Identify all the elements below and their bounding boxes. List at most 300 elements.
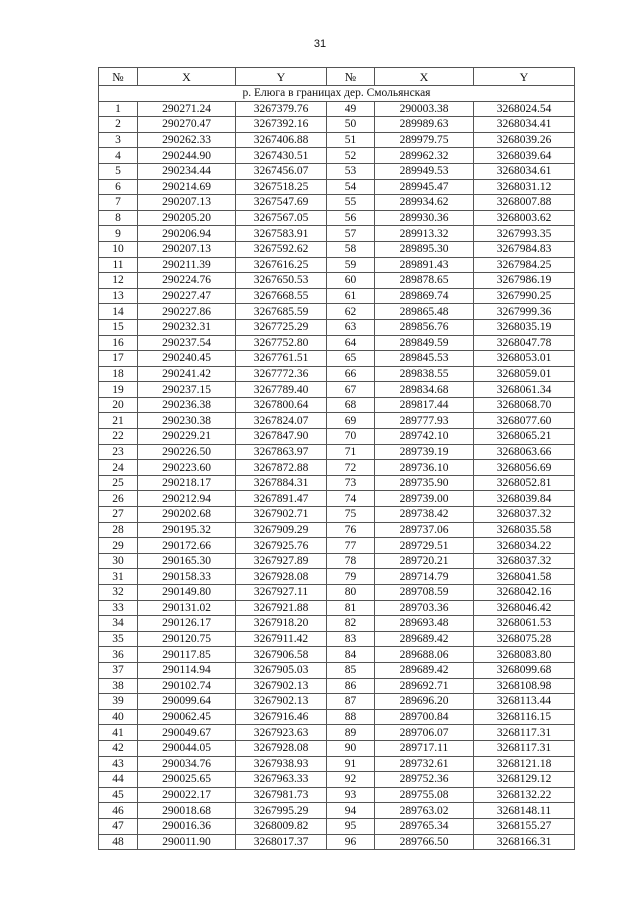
x-coordinate-right: 289878.65 — [375, 273, 474, 289]
x-coordinate-left: 290099.64 — [138, 694, 236, 710]
x-coordinate-left: 290227.86 — [138, 304, 236, 320]
y-coordinate-left: 3267592.62 — [236, 241, 327, 257]
x-coordinate-left: 290195.32 — [138, 522, 236, 538]
point-number-left: 48 — [99, 834, 138, 850]
point-number-right: 53 — [327, 163, 375, 179]
table-row — [99, 148, 575, 164]
header-number-right: № — [327, 68, 375, 86]
x-coordinate-left: 290218.17 — [138, 475, 236, 491]
y-coordinate-right: 3268056.69 — [474, 460, 575, 476]
point-number-right: 71 — [327, 444, 375, 460]
table-row — [99, 117, 575, 133]
y-coordinate-left: 3267909.29 — [236, 522, 327, 538]
y-coordinate-left: 3268017.37 — [236, 834, 327, 850]
x-coordinate-right: 289838.55 — [375, 366, 474, 382]
y-coordinate-left: 3267927.11 — [236, 585, 327, 601]
y-coordinate-right: 3268035.58 — [474, 522, 575, 538]
x-coordinate-left: 290224.76 — [138, 273, 236, 289]
point-number-right: 49 — [327, 101, 375, 117]
point-number-left: 37 — [99, 662, 138, 678]
y-coordinate-left: 3267800.64 — [236, 397, 327, 413]
section-title: р. Елюга в границах дер. Смольянская — [99, 86, 575, 102]
x-coordinate-left: 290205.20 — [138, 210, 236, 226]
point-number-right: 88 — [327, 709, 375, 725]
y-coordinate-left: 3267981.73 — [236, 787, 327, 803]
point-number-left: 46 — [99, 803, 138, 819]
y-coordinate-right: 3267984.25 — [474, 257, 575, 273]
table-row — [99, 273, 575, 289]
x-coordinate-right: 289729.51 — [375, 538, 474, 554]
point-number-left: 40 — [99, 709, 138, 725]
table-row — [99, 600, 575, 616]
y-coordinate-left: 3267918.20 — [236, 616, 327, 632]
table-row — [99, 647, 575, 663]
x-coordinate-left: 290271.24 — [138, 101, 236, 117]
point-number-left: 21 — [99, 413, 138, 429]
point-number-left: 33 — [99, 600, 138, 616]
x-coordinate-right: 289706.07 — [375, 725, 474, 741]
table-row — [99, 195, 575, 211]
x-coordinate-right: 289700.84 — [375, 709, 474, 725]
point-number-left: 42 — [99, 740, 138, 756]
table-row — [99, 834, 575, 850]
point-number-right: 95 — [327, 818, 375, 834]
point-number-left: 2 — [99, 117, 138, 133]
x-coordinate-right: 289735.90 — [375, 475, 474, 491]
y-coordinate-left: 3267567.05 — [236, 210, 327, 226]
point-number-left: 43 — [99, 756, 138, 772]
x-coordinate-right: 289817.44 — [375, 397, 474, 413]
x-coordinate-right: 289979.75 — [375, 132, 474, 148]
point-number-right: 63 — [327, 319, 375, 335]
table-row — [99, 662, 575, 678]
y-coordinate-right: 3268117.31 — [474, 725, 575, 741]
point-number-right: 74 — [327, 491, 375, 507]
point-number-right: 66 — [327, 366, 375, 382]
x-coordinate-right: 289689.42 — [375, 662, 474, 678]
y-coordinate-right: 3268061.53 — [474, 616, 575, 632]
y-coordinate-left: 3267824.07 — [236, 413, 327, 429]
point-number-right: 85 — [327, 662, 375, 678]
y-coordinate-right: 3268037.32 — [474, 507, 575, 523]
point-number-right: 51 — [327, 132, 375, 148]
point-number-left: 9 — [99, 226, 138, 242]
x-coordinate-left: 290227.47 — [138, 288, 236, 304]
point-number-left: 5 — [99, 163, 138, 179]
y-coordinate-left: 3267916.46 — [236, 709, 327, 725]
y-coordinate-left: 3267616.25 — [236, 257, 327, 273]
table-row — [99, 522, 575, 538]
y-coordinate-left: 3267925.76 — [236, 538, 327, 554]
header-y-right: Y — [474, 68, 575, 86]
point-number-right: 78 — [327, 553, 375, 569]
x-coordinate-left: 290114.94 — [138, 662, 236, 678]
x-coordinate-left: 290022.17 — [138, 787, 236, 803]
x-coordinate-left: 290165.30 — [138, 553, 236, 569]
x-coordinate-left: 290207.13 — [138, 195, 236, 211]
table-row — [99, 335, 575, 351]
x-coordinate-left: 290117.85 — [138, 647, 236, 663]
x-coordinate-left: 290230.38 — [138, 413, 236, 429]
y-coordinate-right: 3268031.12 — [474, 179, 575, 195]
point-number-left: 22 — [99, 429, 138, 445]
y-coordinate-right: 3268039.26 — [474, 132, 575, 148]
point-number-left: 47 — [99, 818, 138, 834]
point-number-left: 13 — [99, 288, 138, 304]
point-number-left: 16 — [99, 335, 138, 351]
point-number-right: 70 — [327, 429, 375, 445]
y-coordinate-left: 3267725.29 — [236, 319, 327, 335]
y-coordinate-right: 3267993.35 — [474, 226, 575, 242]
table-row — [99, 101, 575, 117]
point-number-left: 34 — [99, 616, 138, 632]
point-number-right: 67 — [327, 382, 375, 398]
x-coordinate-right: 289738.42 — [375, 507, 474, 523]
y-coordinate-left: 3267938.93 — [236, 756, 327, 772]
x-coordinate-left: 290241.42 — [138, 366, 236, 382]
point-number-right: 76 — [327, 522, 375, 538]
point-number-right: 80 — [327, 585, 375, 601]
point-number-right: 72 — [327, 460, 375, 476]
x-coordinate-left: 290158.33 — [138, 569, 236, 585]
x-coordinate-right: 289696.20 — [375, 694, 474, 710]
point-number-left: 18 — [99, 366, 138, 382]
table-row — [99, 585, 575, 601]
y-coordinate-left: 3267911.42 — [236, 631, 327, 647]
x-coordinate-left: 290018.68 — [138, 803, 236, 819]
point-number-right: 87 — [327, 694, 375, 710]
y-coordinate-right: 3268061.34 — [474, 382, 575, 398]
point-number-left: 45 — [99, 787, 138, 803]
table-row — [99, 382, 575, 398]
y-coordinate-right: 3268083.80 — [474, 647, 575, 663]
point-number-left: 4 — [99, 148, 138, 164]
x-coordinate-left: 290234.44 — [138, 163, 236, 179]
x-coordinate-right: 289739.19 — [375, 444, 474, 460]
x-coordinate-right: 289737.06 — [375, 522, 474, 538]
y-coordinate-left: 3267379.76 — [236, 101, 327, 117]
y-coordinate-right: 3268034.41 — [474, 117, 575, 133]
y-coordinate-left: 3267921.88 — [236, 600, 327, 616]
x-coordinate-left: 290172.66 — [138, 538, 236, 554]
x-coordinate-right: 289834.68 — [375, 382, 474, 398]
x-coordinate-right: 289717.11 — [375, 740, 474, 756]
x-coordinate-left: 290270.47 — [138, 117, 236, 133]
y-coordinate-left: 3267518.25 — [236, 179, 327, 195]
y-coordinate-right: 3268166.31 — [474, 834, 575, 850]
point-number-left: 36 — [99, 647, 138, 663]
point-number-left: 3 — [99, 132, 138, 148]
header-number-left: № — [99, 68, 138, 86]
point-number-right: 83 — [327, 631, 375, 647]
y-coordinate-right: 3268121.18 — [474, 756, 575, 772]
point-number-right: 55 — [327, 195, 375, 211]
table-row — [99, 616, 575, 632]
x-coordinate-right: 289739.00 — [375, 491, 474, 507]
x-coordinate-right: 289777.93 — [375, 413, 474, 429]
point-number-right: 64 — [327, 335, 375, 351]
table-row — [99, 210, 575, 226]
table-row — [99, 787, 575, 803]
point-number-left: 44 — [99, 772, 138, 788]
coordinates-table — [98, 67, 575, 850]
y-coordinate-right: 3268039.84 — [474, 491, 575, 507]
y-coordinate-right: 3267990.25 — [474, 288, 575, 304]
table-row — [99, 179, 575, 195]
x-coordinate-right: 289736.10 — [375, 460, 474, 476]
table-row — [99, 631, 575, 647]
point-number-right: 50 — [327, 117, 375, 133]
table-row — [99, 553, 575, 569]
x-coordinate-left: 290044.05 — [138, 740, 236, 756]
x-coordinate-right: 289849.59 — [375, 335, 474, 351]
point-number-right: 86 — [327, 678, 375, 694]
y-coordinate-right: 3267999.36 — [474, 304, 575, 320]
point-number-left: 15 — [99, 319, 138, 335]
y-coordinate-right: 3268117.31 — [474, 740, 575, 756]
y-coordinate-left: 3267902.13 — [236, 678, 327, 694]
y-coordinate-left: 3268009.82 — [236, 818, 327, 834]
point-number-right: 68 — [327, 397, 375, 413]
point-number-right: 77 — [327, 538, 375, 554]
y-coordinate-left: 3267902.71 — [236, 507, 327, 523]
x-coordinate-left: 290229.21 — [138, 429, 236, 445]
point-number-right: 94 — [327, 803, 375, 819]
table-row — [99, 678, 575, 694]
x-coordinate-left: 290236.38 — [138, 397, 236, 413]
y-coordinate-right: 3268116.15 — [474, 709, 575, 725]
point-number-right: 84 — [327, 647, 375, 663]
x-coordinate-right: 289989.63 — [375, 117, 474, 133]
y-coordinate-left: 3267430.51 — [236, 148, 327, 164]
point-number-right: 69 — [327, 413, 375, 429]
table-row — [99, 803, 575, 819]
point-number-left: 26 — [99, 491, 138, 507]
table-body — [99, 86, 575, 850]
y-coordinate-left: 3267927.89 — [236, 553, 327, 569]
y-coordinate-left: 3267583.91 — [236, 226, 327, 242]
y-coordinate-right: 3268052.81 — [474, 475, 575, 491]
point-number-right: 75 — [327, 507, 375, 523]
point-number-right: 58 — [327, 241, 375, 257]
y-coordinate-right: 3268039.64 — [474, 148, 575, 164]
table-row — [99, 694, 575, 710]
x-coordinate-right: 289962.32 — [375, 148, 474, 164]
point-number-left: 20 — [99, 397, 138, 413]
table-row — [99, 288, 575, 304]
point-number-right: 56 — [327, 210, 375, 226]
x-coordinate-right: 289693.48 — [375, 616, 474, 632]
point-number-right: 54 — [327, 179, 375, 195]
x-coordinate-right: 289720.21 — [375, 553, 474, 569]
y-coordinate-right: 3268007.88 — [474, 195, 575, 211]
table-row — [99, 507, 575, 523]
x-coordinate-right: 289949.53 — [375, 163, 474, 179]
y-coordinate-right: 3268063.66 — [474, 444, 575, 460]
y-coordinate-right: 3268077.60 — [474, 413, 575, 429]
x-coordinate-right: 289763.02 — [375, 803, 474, 819]
x-coordinate-right: 289765.34 — [375, 818, 474, 834]
y-coordinate-left: 3267872.88 — [236, 460, 327, 476]
x-coordinate-right: 289869.74 — [375, 288, 474, 304]
point-number-left: 6 — [99, 179, 138, 195]
point-number-left: 41 — [99, 725, 138, 741]
point-number-left: 14 — [99, 304, 138, 320]
x-coordinate-right: 289895.30 — [375, 241, 474, 257]
table-row — [99, 132, 575, 148]
point-number-right: 91 — [327, 756, 375, 772]
x-coordinate-left: 290206.94 — [138, 226, 236, 242]
y-coordinate-right: 3268099.68 — [474, 662, 575, 678]
point-number-right: 59 — [327, 257, 375, 273]
point-number-right: 73 — [327, 475, 375, 491]
y-coordinate-left: 3267905.03 — [236, 662, 327, 678]
section-title-row — [99, 86, 575, 102]
y-coordinate-right: 3268047.78 — [474, 335, 575, 351]
y-coordinate-right: 3268065.21 — [474, 429, 575, 445]
y-coordinate-left: 3267928.08 — [236, 740, 327, 756]
table-row — [99, 241, 575, 257]
x-coordinate-right: 289703.36 — [375, 600, 474, 616]
point-number-right: 62 — [327, 304, 375, 320]
y-coordinate-right: 3268108.98 — [474, 678, 575, 694]
y-coordinate-left: 3267772.36 — [236, 366, 327, 382]
y-coordinate-left: 3267863.97 — [236, 444, 327, 460]
x-coordinate-left: 290223.60 — [138, 460, 236, 476]
table-row — [99, 491, 575, 507]
x-coordinate-left: 290025.65 — [138, 772, 236, 788]
table-row — [99, 756, 575, 772]
point-number-right: 82 — [327, 616, 375, 632]
y-coordinate-left: 3267928.08 — [236, 569, 327, 585]
x-coordinate-left: 290126.17 — [138, 616, 236, 632]
x-coordinate-right: 289689.42 — [375, 631, 474, 647]
table-row — [99, 569, 575, 585]
point-number-left: 25 — [99, 475, 138, 491]
y-coordinate-right: 3268003.62 — [474, 210, 575, 226]
table-row — [99, 351, 575, 367]
table-row — [99, 444, 575, 460]
y-coordinate-left: 3267906.58 — [236, 647, 327, 663]
point-number-left: 35 — [99, 631, 138, 647]
point-number-right: 93 — [327, 787, 375, 803]
x-coordinate-left: 290062.45 — [138, 709, 236, 725]
y-coordinate-right: 3268132.22 — [474, 787, 575, 803]
x-coordinate-left: 290226.50 — [138, 444, 236, 460]
table-row — [99, 226, 575, 242]
point-number-left: 1 — [99, 101, 138, 117]
point-number-left: 23 — [99, 444, 138, 460]
x-coordinate-right: 289891.43 — [375, 257, 474, 273]
x-coordinate-left: 290262.33 — [138, 132, 236, 148]
x-coordinate-right: 289913.32 — [375, 226, 474, 242]
table-row — [99, 257, 575, 273]
y-coordinate-right: 3268037.32 — [474, 553, 575, 569]
y-coordinate-right: 3268034.61 — [474, 163, 575, 179]
table-header-row — [99, 68, 575, 86]
x-coordinate-left: 290120.75 — [138, 631, 236, 647]
x-coordinate-left: 290211.39 — [138, 257, 236, 273]
x-coordinate-left: 290237.15 — [138, 382, 236, 398]
y-coordinate-right: 3268113.44 — [474, 694, 575, 710]
y-coordinate-right: 3268053.01 — [474, 351, 575, 367]
y-coordinate-left: 3267406.88 — [236, 132, 327, 148]
y-coordinate-left: 3267685.59 — [236, 304, 327, 320]
point-number-right: 96 — [327, 834, 375, 850]
y-coordinate-right: 3268148.11 — [474, 803, 575, 819]
point-number-left: 39 — [99, 694, 138, 710]
point-number-right: 89 — [327, 725, 375, 741]
y-coordinate-left: 3267884.31 — [236, 475, 327, 491]
x-coordinate-left: 290244.90 — [138, 148, 236, 164]
x-coordinate-left: 290212.94 — [138, 491, 236, 507]
x-coordinate-left: 290131.02 — [138, 600, 236, 616]
y-coordinate-left: 3267761.51 — [236, 351, 327, 367]
y-coordinate-left: 3267392.16 — [236, 117, 327, 133]
x-coordinate-left: 290232.31 — [138, 319, 236, 335]
point-number-left: 27 — [99, 507, 138, 523]
point-number-left: 30 — [99, 553, 138, 569]
y-coordinate-left: 3267789.40 — [236, 382, 327, 398]
x-coordinate-left: 290240.45 — [138, 351, 236, 367]
table-row — [99, 772, 575, 788]
y-coordinate-left: 3267668.55 — [236, 288, 327, 304]
table-row — [99, 740, 575, 756]
point-number-left: 11 — [99, 257, 138, 273]
y-coordinate-left: 3267923.63 — [236, 725, 327, 741]
x-coordinate-right: 289930.36 — [375, 210, 474, 226]
y-coordinate-right: 3268024.54 — [474, 101, 575, 117]
point-number-right: 52 — [327, 148, 375, 164]
table-row — [99, 413, 575, 429]
point-number-right: 92 — [327, 772, 375, 788]
x-coordinate-left: 290011.90 — [138, 834, 236, 850]
x-coordinate-right: 289766.50 — [375, 834, 474, 850]
y-coordinate-left: 3267963.33 — [236, 772, 327, 788]
header-x-left: X — [138, 68, 236, 86]
point-number-left: 31 — [99, 569, 138, 585]
y-coordinate-right: 3268155.27 — [474, 818, 575, 834]
x-coordinate-right: 289945.47 — [375, 179, 474, 195]
x-coordinate-right: 289714.79 — [375, 569, 474, 585]
x-coordinate-left: 290102.74 — [138, 678, 236, 694]
table-row — [99, 475, 575, 491]
x-coordinate-right: 289755.08 — [375, 787, 474, 803]
point-number-right: 65 — [327, 351, 375, 367]
point-number-right: 60 — [327, 273, 375, 289]
x-coordinate-right: 289856.76 — [375, 319, 474, 335]
point-number-left: 32 — [99, 585, 138, 601]
point-number-left: 24 — [99, 460, 138, 476]
page-number: 31 — [313, 38, 327, 50]
y-coordinate-right: 3268041.58 — [474, 569, 575, 585]
header-x-right: X — [375, 68, 474, 86]
x-coordinate-left: 290237.54 — [138, 335, 236, 351]
x-coordinate-left: 290034.76 — [138, 756, 236, 772]
y-coordinate-left: 3267547.69 — [236, 195, 327, 211]
x-coordinate-right: 289934.62 — [375, 195, 474, 211]
y-coordinate-left: 3267847.90 — [236, 429, 327, 445]
x-coordinate-left: 290202.68 — [138, 507, 236, 523]
x-coordinate-right: 289732.61 — [375, 756, 474, 772]
point-number-right: 81 — [327, 600, 375, 616]
point-number-right: 57 — [327, 226, 375, 242]
x-coordinate-right: 289708.59 — [375, 585, 474, 601]
table-row — [99, 397, 575, 413]
y-coordinate-left: 3267650.53 — [236, 273, 327, 289]
y-coordinate-left: 3267902.13 — [236, 694, 327, 710]
y-coordinate-right: 3268068.70 — [474, 397, 575, 413]
